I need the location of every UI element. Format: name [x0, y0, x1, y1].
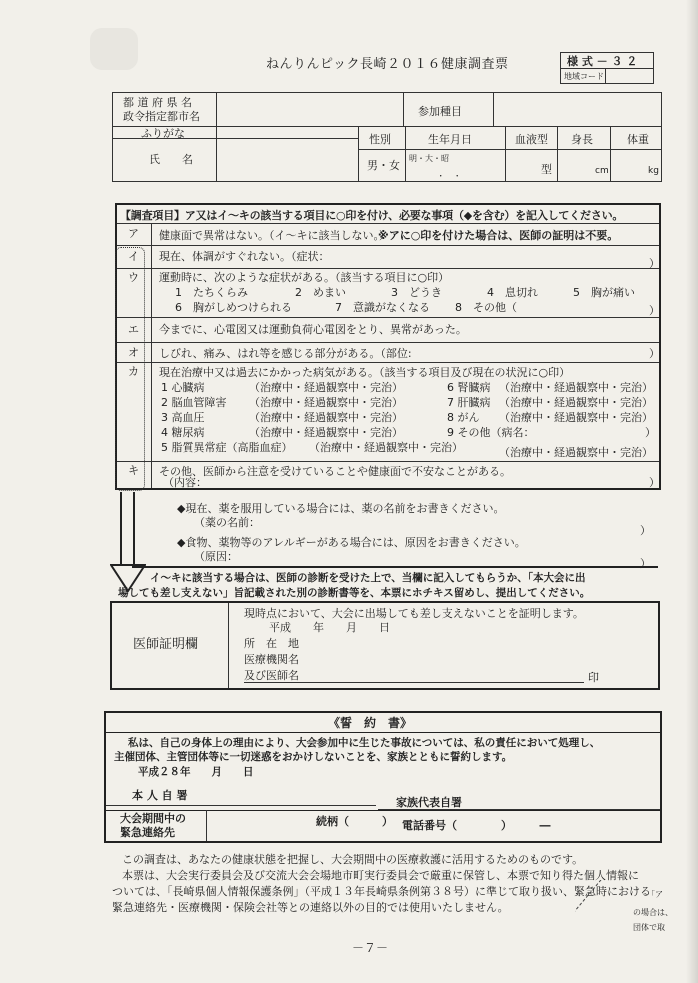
medication-text: ◆現在、薬を服用している場合には、薬の名前をお書きください。: [177, 502, 505, 515]
item-ki-text: その他、医師から注意を受けていることや健康面で不安なことがある。: [159, 465, 511, 478]
item-ka-text: 現在治療中又は過去にかかった病気がある。（該当する項目及び現在の状況に○印）: [159, 366, 571, 379]
symptom-option[interactable]: 3 どうき: [391, 286, 442, 299]
phone-field[interactable]: 電話番号（ ） ―: [402, 819, 551, 832]
disease-status[interactable]: （治療中・経過観察中・完治）: [249, 381, 403, 394]
page-number: －７－: [352, 941, 389, 955]
disease-name[interactable]: 2 脳血管障害: [161, 396, 227, 409]
disease-name[interactable]: 5 脂質異常症（高脂血症）: [161, 441, 293, 454]
relation-field[interactable]: 続柄（ ）: [316, 815, 393, 828]
item-e-letter[interactable]: エ: [128, 323, 139, 336]
medication-close: ）: [640, 524, 651, 537]
height-label: 身長: [571, 133, 593, 146]
doctor-statement: 現時点において、大会に出場しても差し支えないことを証明します。: [244, 607, 584, 620]
item-i-close: ）: [649, 257, 660, 270]
symptom-option[interactable]: 8 その他（: [455, 301, 517, 314]
event-label: 参加種目: [418, 105, 462, 118]
height-unit: cm: [595, 166, 609, 176]
footer-note-2: 本票は、大会実行委員会及び交流大会会場地市町実行委員会で厳重に保管し、本票で知り得た個人情報に: [122, 869, 639, 882]
symptom-option[interactable]: 1 たちくらみ: [175, 286, 248, 299]
disease-status[interactable]: （治療中・経過観察中・完治）: [309, 441, 463, 454]
disease-status[interactable]: （治療中・経過観察中・完治）: [499, 396, 653, 409]
disease-name[interactable]: 4 糖尿病: [161, 426, 205, 439]
disease-name[interactable]: 3 高血圧: [161, 411, 205, 424]
family-sign-label: 家族代表自署: [396, 796, 462, 809]
blood-unit: 型: [541, 163, 552, 176]
survey-heading: 【調査項目】ア又はイ～キの該当する項目に○印を付け、必要な事項（◆を含む）を記入してください。: [120, 209, 624, 222]
weight-unit: kg: [648, 166, 659, 176]
pledge-date[interactable]: 平成２８年 月 日: [138, 766, 254, 778]
item-u-text: 運動時に、次のような症状がある。（該当する項目に○印）: [159, 271, 450, 284]
doctor-notice-line2: 場しても差し支えない」旨記載された別の診断書等を、本票にホチキス留めし、提出してください。: [118, 587, 591, 599]
weight-label: 体重: [627, 133, 649, 146]
disease-status[interactable]: （治療中・経過観察中・完治）: [499, 411, 653, 424]
form-code: 様 式 － ３ ２: [567, 55, 638, 68]
medication-name-field[interactable]: （薬の名前：: [194, 516, 260, 529]
disease-name[interactable]: 6 腎臓病: [447, 381, 491, 394]
disease-name[interactable]: 7 肝臓病: [447, 396, 491, 409]
pledge-title: 《誓 約 書》: [328, 716, 413, 730]
disease-status[interactable]: （治療中・経過観察中・完治）: [499, 381, 653, 394]
arrow-shaft-right: [133, 492, 135, 566]
item-ka-letter[interactable]: カ: [128, 365, 139, 378]
item-ki-letter[interactable]: キ: [128, 464, 139, 477]
item-u-close: ）: [649, 304, 660, 317]
birthdate-dots: ． ．: [439, 166, 467, 179]
clip-text-3: 団体で取: [633, 923, 665, 932]
area-code-label: 地域コード: [564, 72, 604, 81]
doctor-certificate-label: 医師証明欄: [133, 637, 199, 652]
symptom-option[interactable]: 7 意識がなくなる: [335, 301, 430, 314]
footer-note-4: 緊急連絡先・医療機関・保険会社等との連絡以外の目的では使用いたしません。: [112, 901, 509, 914]
emergency-label-2: 緊急連絡先: [120, 826, 175, 839]
disease-status[interactable]: （治療中・経過観察中・完治）: [249, 411, 403, 424]
doctor-certificate-box: [110, 601, 660, 690]
item-ki-detail[interactable]: （内容：: [163, 476, 207, 489]
disease-status[interactable]: （治療中・経過観察中・完治）: [249, 396, 403, 409]
prefecture-input[interactable]: [219, 95, 401, 124]
item-o-text: しびれ、痛み、はれ等を感じる部分がある。（部位:: [159, 347, 412, 360]
event-input[interactable]: [496, 95, 656, 124]
prefecture-label: 都 道 府 県 名: [123, 96, 192, 109]
doctor-institution[interactable]: 医療機関名: [244, 653, 299, 666]
furigana-label: ふりがな: [141, 127, 185, 140]
doctor-address[interactable]: 所 在 地: [244, 637, 299, 650]
doctor-name[interactable]: 及び医師名: [244, 669, 299, 682]
doctor-date[interactable]: 平成 年 月 日: [269, 621, 390, 634]
disease-status[interactable]: （治療中・経過観察中・完治）: [499, 446, 653, 459]
name-input[interactable]: [219, 141, 355, 179]
emergency-label-1: 大会期間中の: [120, 812, 186, 825]
item-o-letter[interactable]: オ: [128, 346, 139, 359]
symptom-option[interactable]: 2 めまい: [295, 286, 346, 299]
blood-label: 血液型: [515, 133, 548, 146]
form-code-box: [560, 52, 654, 84]
doctor-notice-line1: イ～キに該当する場合は、医師の診断を受けた上で、当欄に記入してもらうか、「本大会に出: [150, 572, 586, 584]
footer-note-3: ついては、「長崎県個人情報保護条例」（平成１３年長崎県条例第３８号）に準じて取り扱い、緊急時における: [112, 885, 651, 898]
item-u-letter[interactable]: ウ: [128, 271, 139, 284]
symptom-option[interactable]: 5 胸が痛い: [573, 286, 635, 299]
item-e-text: 今までに、心電図又は運動負荷心電図をとり、異常があった。: [159, 323, 467, 336]
pledge-line1: 私は、自己の身体上の理由により、大会参加中に生じた事故については、私の責任において処理し、: [128, 737, 601, 749]
faint-stamp-mark: [90, 28, 138, 70]
birthdate-label: 生年月日: [428, 133, 472, 146]
allergy-text: ◆食物、薬物等のアレルギーがある場合には、原因をお書きください。: [177, 536, 526, 549]
page-edge-shadow: [686, 0, 698, 983]
disease-status[interactable]: （治療中・経過観察中・完治）: [249, 426, 403, 439]
era-options[interactable]: 明・大・昭: [409, 154, 449, 163]
name-label: 氏 名: [149, 153, 193, 166]
clip-text-1: 「ア: [647, 890, 663, 899]
item-i-text: 現在、体調がすぐれない。（症状：: [159, 250, 330, 263]
dotted-highlight-i-to-ki: [115, 247, 145, 491]
pledge-box: [104, 711, 662, 843]
pledge-line2: 主催団体、主管団体等に一切迷惑をおかけしないことを、家族とともに誓約します。: [114, 751, 513, 763]
disease-name[interactable]: 1 心臓病: [161, 381, 205, 394]
disease-name[interactable]: 8 がん: [447, 411, 480, 424]
item-i-letter[interactable]: イ: [128, 250, 139, 263]
attachment-corner: [575, 880, 698, 983]
symptom-option[interactable]: 6 胸がしめつけられる: [175, 301, 292, 314]
arrow-shaft-left: [120, 492, 122, 566]
item-a-text: 健康面で異常はない。（イ～キに該当しない。）: [159, 229, 390, 242]
form-title: ねんりんピック長崎２０１６健康調査票: [266, 57, 509, 72]
applicant-table: [112, 92, 662, 182]
city-label: 政令指定都市名: [123, 110, 200, 123]
item-ki-close: ）: [649, 476, 660, 489]
allergy-cause-field[interactable]: （原因：: [194, 550, 238, 563]
symptom-option[interactable]: 4 息切れ: [487, 286, 538, 299]
item-o-close: ）: [649, 347, 660, 360]
sex-options[interactable]: 男・女: [367, 159, 400, 172]
disease-name[interactable]: 9 その他（病名：: [447, 426, 535, 439]
self-sign-label: 本 人 自 署: [132, 789, 188, 802]
seal-mark: 印: [588, 671, 599, 684]
footer-note-1: この調査は、あなたの健康状態を把握し、大会期間中の医療救護に活用するためのものです。: [122, 853, 584, 866]
survey-box: [115, 203, 661, 490]
clip-text-2: の場合は、: [633, 908, 673, 917]
item-a-letter[interactable]: ア: [128, 227, 139, 240]
disease-other-close: ）: [645, 426, 656, 439]
sex-label: 性別: [369, 133, 391, 146]
allergy-close: ）: [640, 557, 651, 570]
item-a-note: ※アに○印を付けた場合は、医師の証明は不要。: [378, 229, 619, 242]
